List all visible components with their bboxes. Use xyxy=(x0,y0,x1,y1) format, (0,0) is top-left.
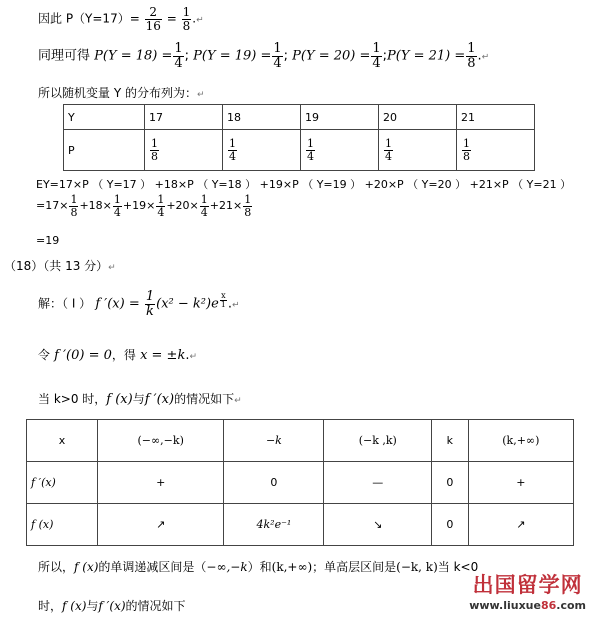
expectation-calculation: =17× $\frac{1}{8}$ +18× $\frac{1}{4}$ +19× $\frac{1}{4}$ +20× $\frac{1}{4}$ +21× $\frac{1}{8}$ xyxy=(36,193,252,219)
fraction: $\frac{1}{8}$ xyxy=(182,5,191,33)
line-distribution-intro: 所以随机变量 Y 的分布列为：↵ xyxy=(38,86,205,100)
case-k-positive: 当 k>0 时，f (x)与f ′(x)的情况如下↵ xyxy=(38,392,242,407)
distribution-table xyxy=(63,104,535,171)
line-probability-17: 因此 P（Y=17）= $\frac{2}{16}$ = $\frac{1}{8}$ .↵ xyxy=(38,5,204,33)
fraction: $\frac{2}{16}$ xyxy=(145,5,161,33)
text: 因此 P（Y=17）= xyxy=(38,11,140,26)
table-row: f ′(x) + 0 — 0 + xyxy=(27,462,574,504)
case-k-negative: 时，f (x)与f ′(x)的情况如下 xyxy=(38,599,186,613)
table-row: x (−∞,−k) −k (−k ,k) k (k,+∞) xyxy=(27,420,574,462)
sign-table xyxy=(26,419,574,546)
watermark-logo: 出国留学网 www.liuxue86.com xyxy=(469,573,586,612)
question-18-heading: （18）（共 13 分）↵ xyxy=(4,259,116,273)
expectation-formula: EY=17×P （ Y=17 ） +18×P （ Y=18 ） +19×P （ Y=19 ） +20×P （ Y=20 ） +21×P （ Y=21 ） xyxy=(36,178,572,191)
line-probabilities: 同理可得 P(Y = 18) = $\frac{1}{4}$ ; P(Y = 19) = $\frac{1}{4}$ ; P(Y = 20) = $\frac{1}{4}$ ;P(Y = 21) = $\frac{1}{8}$ .↵ xyxy=(38,41,490,71)
table-row: Y 17 18 19 20 21 xyxy=(64,105,535,130)
monotonic-intervals: 所以，f (x)的单调递减区间是（−∞,−k）和(k,+∞)；单高层区间是(−k, k)当 k<0 xyxy=(38,560,479,574)
solution-derivative: 解：（ I ） f ′(x) = $\frac{1}{k}$ (x² − k²)e $^{\frac{x}{1}}$ .↵ xyxy=(38,289,240,319)
table-row: P $\frac{1}{8}$ $\frac{1}{4}$ $\frac{1}{4}$ $\frac{1}{4}$ $\frac{1}{8}$ xyxy=(64,130,535,171)
expectation-result: =19 xyxy=(36,234,60,247)
table-row: f (x) ↗ 4k²e⁻¹ ↘ 0 ↗ xyxy=(27,504,574,546)
set-derivative-zero: 令 f ′(0) = 0，得 x = ±k.↵ xyxy=(38,348,198,363)
